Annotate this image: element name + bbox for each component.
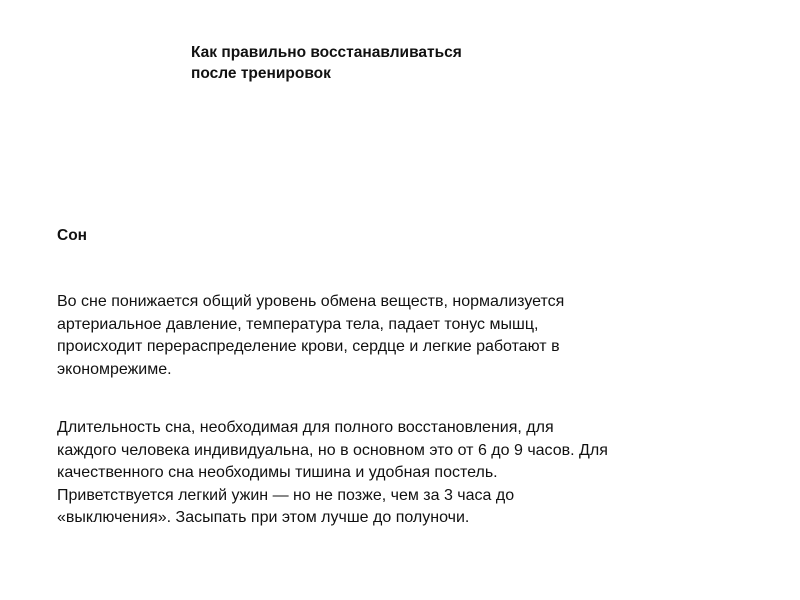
text-line: артериальное давление, температура тела, падает тонус мышц,	[57, 315, 539, 333]
paragraph-sleep-duration	[57, 417, 757, 530]
text-line: каждого человека индивидуальна, но в основном это от 6 до 9 часов. Для	[57, 441, 608, 459]
title-line: после тренировок	[191, 65, 331, 82]
text-line: «выключения». Засыпать при этом лучше до полуночи.	[57, 509, 470, 527]
text-line: экономрежиме.	[57, 360, 172, 378]
text-line: Приветствуется легкий ужин — но не позже, чем за 3 часа до	[57, 486, 515, 504]
text-line: Длительность сна, необходимая для полного восстановления, для	[57, 419, 554, 436]
page-title	[191, 42, 611, 84]
title-line: Как правильно восстанавливаться	[191, 44, 462, 61]
text-line: Во сне понижается общий уровень обмена веществ, нормализуется	[57, 293, 565, 310]
paragraph-sleep-physiology	[57, 291, 757, 381]
section-heading: Сон	[57, 227, 88, 244]
text-line: качественного сна необходимы тишина и удобная постель.	[57, 464, 498, 482]
text-line: происходит перераспределение крови, сердце и легкие работают в	[57, 338, 560, 356]
